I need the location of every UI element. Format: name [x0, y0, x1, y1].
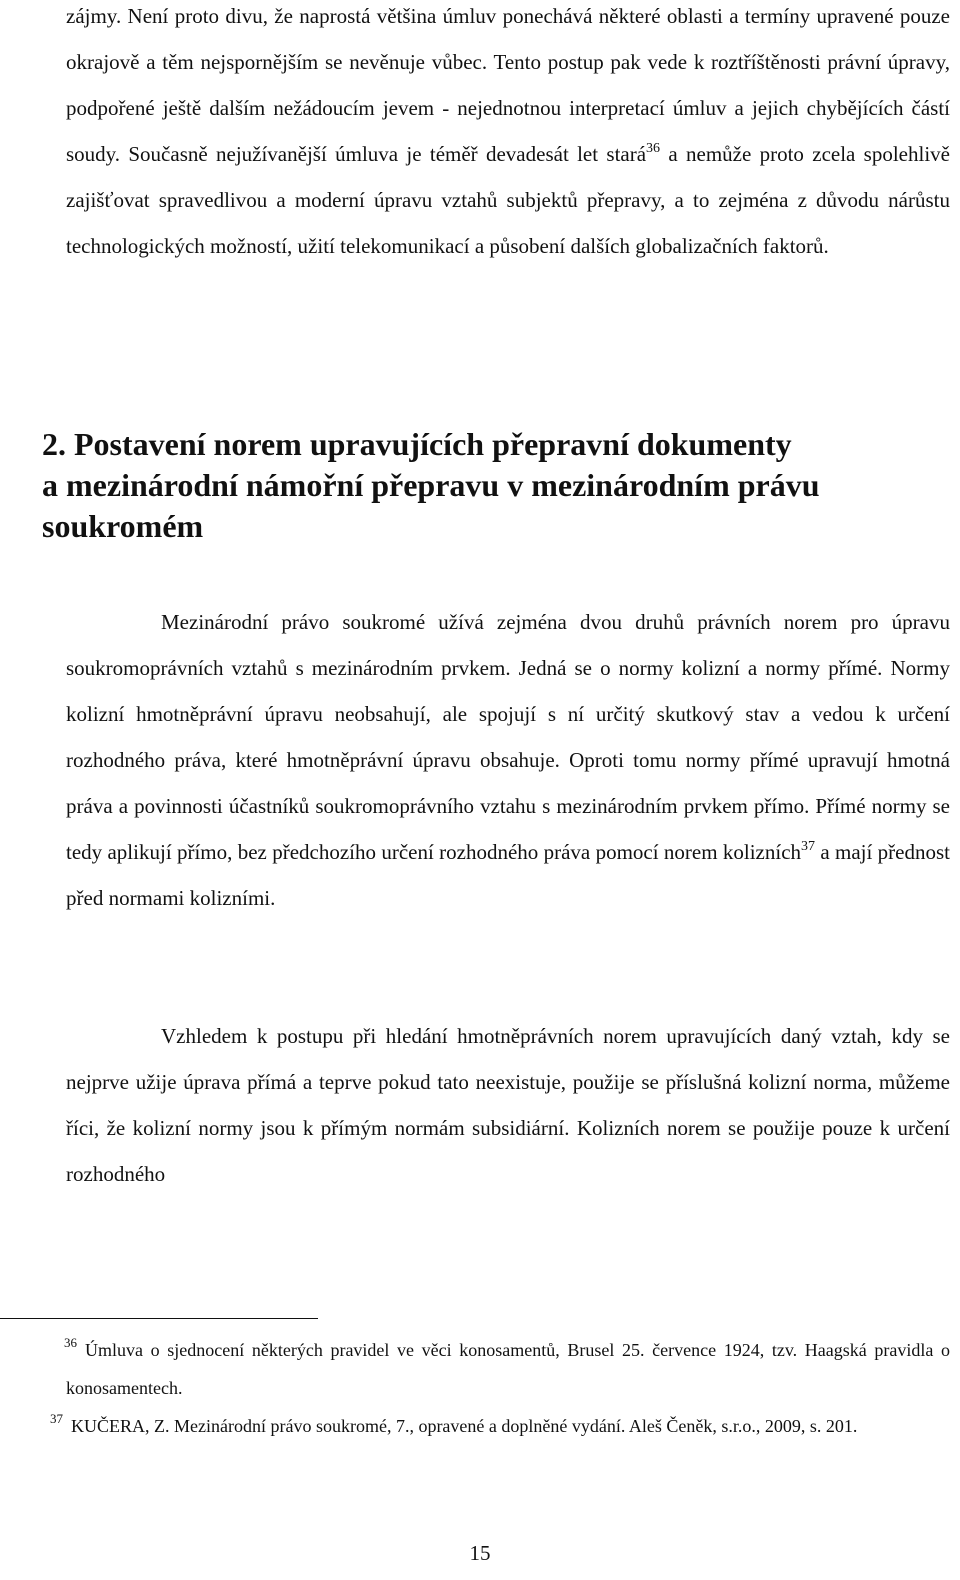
paragraph-norm-types	[66, 599, 950, 921]
footnote-mark: 37	[50, 1411, 63, 1426]
footnote-text: Úmluva o sjednocení některých pravidel ve věci konosamentů, Brusel 25. července 1924, tzv. Haagská pravidla o konosamentech.	[66, 1340, 950, 1398]
heading-line: a mezinárodní námořní přepravu v mezinárodním právu	[42, 467, 820, 503]
paragraph-subsidiarity	[66, 1013, 950, 1197]
heading-line: 2. Postavení norem upravujících přepravní dokumenty	[42, 426, 792, 462]
footnote-reference[interactable]: 36	[646, 141, 661, 156]
paragraph-text: Mezinárodní právo soukromé užívá zejména dvou druhů právních norem pro úpravu soukromoprávních vztahů s mezinárodním prvkem. Jedná se o normy kolizní a normy přímé. Normy kolizní hmotněprávní úpravu neobsahují, ale spojují s ní určitý skutkový stav a vedou k určení rozhodného práva, které hmotněprávní úpravu obsahuje. Oproti tomu normy přímé upravují hmotná práva a povinnosti účastníků soukromoprávního vztahu s mezinárodním prvkem přímo. Přímé normy se tedy aplikují přímo, bez předchozího určení rozhodného práva pomocí norem kolizních	[66, 610, 950, 864]
paragraph-text: Vzhledem k postupu při hledání hmotněprávních norem upravujících daný vztah, kdy se nejprve užije úprava přímá a teprve pokud tato neexistuje, použije se příslušná kolizní norma, můžeme říci, že kolizní normy jsou k přímým normám subsidiární. Kolizních norem se použije pouze k určení rozhodného	[66, 1024, 950, 1186]
paragraph-text: a nemůže proto zcela spolehlivě zajišťovat spravedlivou a moderní úpravu vztahů subjektů přepravy, a to zejména z důvodu nárůstu technologických možností, užití telekomunikací a působení dalších globalizačních faktorů.	[66, 142, 950, 258]
footnote-text: KUČERA, Z. Mezinárodní právo soukromé, 7., opravené a doplněné vydání. Aleš Čeněk, s.r.o., 2009, s. 201.	[71, 1416, 858, 1436]
section-heading	[42, 424, 942, 547]
footnote	[50, 1407, 950, 1445]
heading-line: soukromém	[42, 508, 204, 544]
paragraph-text: a mají přednost před normami kolizními.	[66, 840, 950, 910]
footnote	[66, 1331, 950, 1407]
paragraph-text: zájmy. Není proto divu, že naprostá většina úmluv ponechává některé oblasti a termíny upravené pouze okrajově a těm nejspornějším se nevěnuje vůbec. Tento postup pak vede k roztříštěnosti právní úpravy, podpořené ještě dalším nežádoucím jevem - nejednotnou interpretací úmluv a jejich chybějících částí soudy. Současně nejužívanější úmluva je téměř devadesát let stará	[66, 4, 950, 166]
footnote-mark: 36	[64, 1335, 77, 1350]
paragraph-conventions	[66, 0, 950, 269]
footnote-separator	[0, 1318, 318, 1319]
page-number: 15	[469, 1541, 491, 1565]
footnote-reference[interactable]: 37	[801, 839, 816, 854]
